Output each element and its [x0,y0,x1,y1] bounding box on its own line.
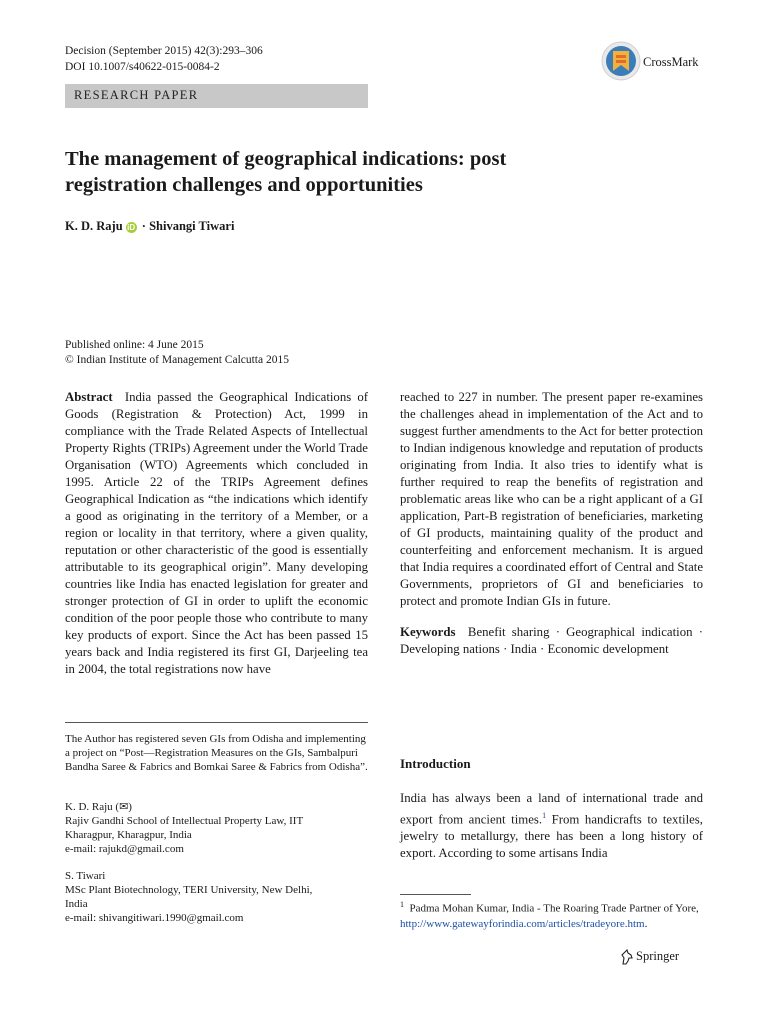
keywords-text: Benefit sharing · Geographical indication · Developing nations · India · Economic development [400,625,703,656]
footnote-number: 1 [400,900,404,909]
footnote [400,897,703,932]
intro-part-2: From handicrafts to textiles, jewelry to metallurgy, there has been a long history of export. According to some artisans India [400,812,703,861]
copyright-line: © Indian Institute of Management Calcutta 2015 [65,354,289,366]
affiliation-2 [65,869,368,925]
intro-part-1: India has always been a land of international trade and export from ancient times. [400,791,703,827]
author-2[interactable]: Shivangi Tiwari [149,219,235,233]
article-type-label: RESEARCH PAPER [74,88,199,102]
publisher-label: Springer [636,949,680,963]
crossmark-label[interactable]: CrossMark [643,55,699,69]
introduction-text [400,790,703,862]
author-1[interactable]: K. D. Raju [65,219,123,233]
footnote-link[interactable]: http://www.gatewayforindia.com/articles/tradeyore.htm [400,917,645,930]
title-line-1: The management of geographical indications: post [65,148,507,170]
keywords-label: Keywords [400,625,456,639]
springer-horse-icon [620,949,634,965]
author-list [65,219,234,234]
abstract-block [65,389,368,678]
doi-line[interactable]: DOI 10.1007/s40622-015-0084-2 [65,61,220,73]
paper-title [65,146,665,198]
abstract-text: India passed the Geographical Indications of Goods (Registration & Protection) Act, 1999 in compliance with the Trade Related Aspects of Intellectual Property Rights (TRIPs) Agreement under the World Trade Organisation (WTO) Agreements which concluded in 1995. Article 22 of the TRIPs Agreement defines Geographical Indication as “the indications which identify a good as originating in the territory of a Member, or a region or locality in that territory, where a given quality, reputation or other characteristic of the good is essentially attributable to its geographical origin”. Many developing countries like India has enacted legislation for greater and stronger protection of GI in order to uplift the economic condition of the poor people those who contribute to many key products of export. Since the Act has been passed 15 years back and India registered its first GI, Darjeeling tea in 2004, the total registrations now have [65,390,368,676]
crossmark-icon[interactable] [601,41,641,81]
affiliation-2-line2: India [65,898,88,910]
journal-citation: Decision (September 2015) 42(3):293–306 [65,45,263,57]
keywords-block [400,624,703,658]
footnote-divider [65,722,368,723]
affiliation-1-name: K. D. Raju (✉) [65,801,132,813]
footnote-ref[interactable]: 1 [542,811,547,820]
affiliation-1 [65,800,368,856]
title-line-2: registration challenges and opportunities [65,174,423,196]
footnote-tail: . [644,917,648,930]
author-separator: · [141,219,146,233]
publication-info [65,338,289,368]
article-type-banner [65,84,368,108]
affiliation-2-name: S. Tiwari [65,870,106,882]
abstract-label: Abstract [65,390,113,404]
footnote-rule [400,894,471,895]
introduction-heading: Introduction [400,756,471,771]
published-date: Published online: 4 June 2015 [65,339,204,351]
orcid-icon[interactable]: iD [127,222,136,232]
affiliation-2-line1: MSc Plant Biotechnology, TERI University, New Delhi, [65,884,313,896]
affiliation-2-email[interactable]: e-mail: shivangitiwari.1990@gmail.com [65,912,244,924]
affiliation-1-email[interactable]: e-mail: rajukd@gmail.com [65,843,184,855]
footnote-text: Padma Mohan Kumar, India - The Roaring Trade Partner of Yore, [409,902,699,915]
affiliation-1-line1: Rajiv Gandhi School of Intellectual Property Law, IIT [65,815,304,827]
author-note: The Author has registered seven GIs from Odisha and implementing a project on “Post—Registration Measures on the GIs, Sambalpuri Bandha Saree & Fabrics and Bomkai Saree & Fabrics from Odisha”. [65,733,368,773]
affiliation-1-line2: Kharagpur, Kharagpur, India [65,829,192,841]
abstract-continuation-text: reached to 227 in number. The present paper re-examines the challenges ahead in implementation of the Act and to suggest further amendments to the Act for better protection to Indian indigenous knowledge and reputation of products originating from India. It also tries to identify what is further required to reap the benefits of registration and problematic areas like who can be a right applicant of a GI application, Part-B registration of beneficiaries, marketing of GI products, maintaining quality of the product and counterfeiting and enforcement mechanism. It is argued that India requires a coordinated effort of Central and State Governments, proprietors of GI and beneficiaries to protect and promote Indian GIs in future. [400,390,703,608]
abstract-continuation [400,389,703,658]
